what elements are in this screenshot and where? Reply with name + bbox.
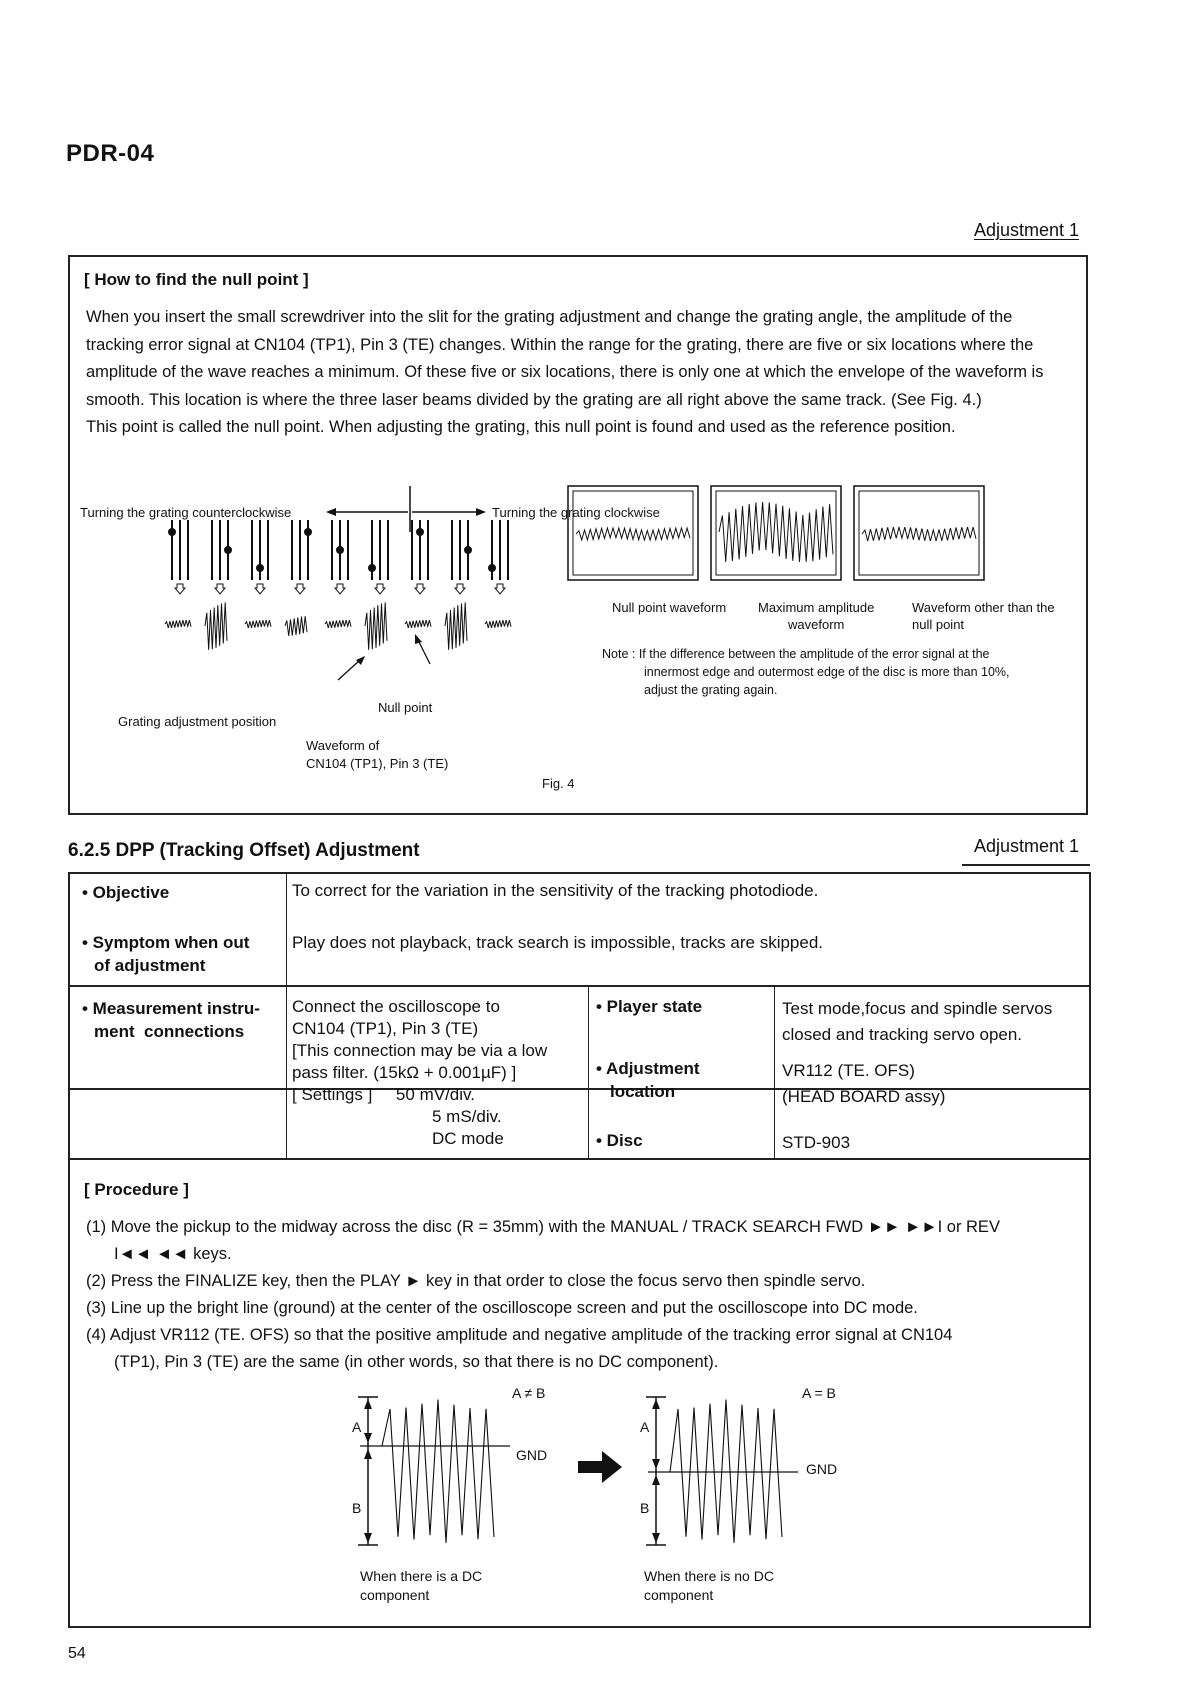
caption-max-amplitude-waveform: waveform	[788, 617, 845, 632]
procedure-step-1-cont: I◄◄ ◄◄ keys.	[114, 1245, 232, 1263]
table-divider	[286, 1088, 287, 1160]
procedure-step-4-cont: (TP1), Pin 3 (TE) are the same (in other words, so that there is no DC component).	[114, 1353, 719, 1371]
label-b-right: B	[640, 1500, 650, 1516]
track-beam-group	[332, 520, 348, 594]
player-state-label: • Player state	[596, 997, 703, 1016]
procedure-step-3: (3) Line up the bright line (ground) at the center of the oscilloscope screen and put the oscilloscope into DC mode.	[86, 1299, 918, 1317]
note-line-3: adjust the grating again.	[644, 683, 778, 697]
disc-value: STD-903	[782, 1133, 851, 1152]
dc-component-diagram	[330, 1385, 860, 1555]
track-beam-group	[212, 520, 232, 594]
measurement-value-line: 5 mS/div.	[432, 1107, 502, 1126]
table-divider	[774, 985, 775, 1090]
caption-dc-left-2: component	[360, 1587, 430, 1603]
symptom-value: Play does not playback, track search is impossible, tracks are skipped.	[292, 933, 824, 952]
table-divider	[588, 1088, 589, 1160]
null-point-paragraph-2: This point is called the null point. When adjusting the grating, this null point is found and used as the reference position.	[86, 418, 956, 436]
measurement-value-line: DC mode	[432, 1129, 504, 1148]
relation-right: A = B	[802, 1385, 836, 1401]
gnd-label-left: GND	[516, 1447, 548, 1463]
label-clockwise: Turning the grating clockwise	[492, 505, 660, 520]
measurement-label-1: • Measurement instru-	[82, 999, 260, 1018]
track-beam-group	[252, 520, 268, 594]
document-model-title: PDR-04	[66, 140, 155, 167]
grating-waveform-row	[165, 602, 511, 650]
page-number: 54	[68, 1645, 86, 1662]
label-counterclockwise: Turning the grating counterclockwise	[80, 505, 292, 520]
table-divider	[286, 985, 287, 1090]
caption-dc-left-1: When there is a DC	[360, 1568, 483, 1584]
label-a-left: A	[352, 1419, 362, 1435]
dc-diagram-right	[646, 1397, 798, 1545]
track-beam-group	[292, 520, 312, 594]
grating-position-pointer	[338, 656, 365, 680]
adjustment-location-value-2: (HEAD BOARD assy)	[782, 1087, 946, 1106]
section-title: 6.2.5 DPP (Tracking Offset) Adjustment	[68, 840, 420, 861]
scope-screens	[568, 486, 984, 580]
adjustment-label-section: Adjustment 1	[974, 836, 1080, 856]
caption-dc-right-1: When there is no DC	[644, 1568, 774, 1584]
procedure-step-2: (2) Press the FINALIZE key, then the PLAY ► key in that order to close the focus servo then spindle servo.	[86, 1272, 866, 1290]
null-point-heading: [ How to find the null point ]	[84, 270, 309, 289]
procedure-title: [ Procedure ]	[84, 1180, 189, 1199]
caption-dc-right-2: component	[644, 1587, 714, 1603]
section-adjustment-underline	[962, 864, 1090, 866]
adjustment-location-label-1: • Adjustment	[596, 1059, 700, 1078]
label-grating-position: Grating adjustment position	[118, 714, 277, 729]
track-beam-group	[368, 520, 388, 594]
label-waveform-test-point: CN104 (TP1), Pin 3 (TE)	[306, 756, 449, 771]
null-point-body	[86, 304, 1072, 442]
measurement-label-2: ment connections	[94, 1022, 245, 1041]
label-waveform-of: Waveform of	[306, 738, 380, 753]
track-beam-group	[168, 520, 188, 594]
figure-4-label: Fig. 4	[542, 776, 575, 791]
measurement-value-line: [ Settings ] 50 mV/div.	[292, 1085, 475, 1104]
measurement-value-line: pass filter. (15kΩ + 0.001µF) ]	[292, 1063, 517, 1082]
objective-value: To correct for the variation in the sensitivity of the tracking photodiode.	[292, 881, 819, 900]
note-line-1: Note : If the difference between the amplitude of the error signal at the	[602, 647, 990, 661]
caption-other-waveform: Waveform other than the	[912, 600, 1055, 615]
track-beam-groups	[168, 520, 508, 594]
table-measurement-block-lower	[68, 1088, 1091, 1160]
measurement-value-line: Connect the oscilloscope to	[292, 997, 500, 1016]
gnd-label-right: GND	[806, 1461, 838, 1477]
caption-max-amplitude: Maximum amplitude	[758, 600, 875, 615]
track-beam-group	[412, 520, 428, 594]
procedure-step-4: (4) Adjust VR112 (TE. OFS) so that the positive amplitude and negative amplitude of the tracking error signal at CN104	[86, 1326, 953, 1344]
symptom-label-1: • Symptom when out	[82, 933, 250, 952]
track-beam-group	[488, 520, 508, 594]
measurement-value-line: CN104 (TP1), Pin 3 (TE)	[292, 1019, 479, 1038]
adjustment-location-label-2: location	[610, 1082, 676, 1101]
objective-label: • Objective	[82, 883, 170, 902]
label-null-point: Null point	[378, 700, 433, 715]
adjustment-label-top: Adjustment 1	[974, 220, 1080, 240]
caption-other-null-point: null point	[912, 617, 965, 632]
adjustment-location-value-1: VR112 (TE. OFS)	[782, 1061, 915, 1080]
label-b-left: B	[352, 1500, 362, 1516]
track-beam-group	[452, 520, 472, 594]
label-a-right: A	[640, 1419, 650, 1435]
null-point-pointer	[415, 634, 430, 664]
disc-label: • Disc	[596, 1131, 643, 1150]
symptom-label-2: of adjustment	[94, 956, 206, 975]
table-divider	[774, 1088, 775, 1160]
player-state-value-1: Test mode,focus and spindle servos	[782, 999, 1053, 1018]
table-divider	[588, 985, 589, 1090]
measurement-value-line: [This connection may be via a low	[292, 1041, 548, 1060]
grating-direction-arrow	[326, 486, 486, 532]
null-point-paragraph-1: When you insert the small screwdriver into the slit for the grating adjustment and change the grating angle, the amplitude of the tracking error signal at CN104 (TP1), Pin 3 (TE) changes. Within the range for the grating, there are five or six locations where the amplitude of the wave reaches a minimum. Of these five or six locations, there is only one at which the envelope of the waveform is smooth. This location is where the three laser beams divided by the grating are all right above the same track. (See Fig. 4.)	[86, 308, 1044, 409]
caption-null-point-waveform: Null point waveform	[612, 600, 727, 615]
table-divider	[286, 872, 287, 987]
note-line-2: innermost edge and outermost edge of the disc is more than 10%,	[644, 665, 1010, 679]
relation-left: A ≠ B	[512, 1385, 546, 1401]
player-state-value-2: closed and tracking servo open.	[782, 1025, 1023, 1044]
dc-diagram-left	[358, 1397, 510, 1545]
right-arrow-icon	[578, 1451, 622, 1483]
procedure-step-1: (1) Move the pickup to the midway across the disc (R = 35mm) with the MANUAL / TRACK SEARCH FWD ►► ►►I or REV	[86, 1218, 1000, 1236]
